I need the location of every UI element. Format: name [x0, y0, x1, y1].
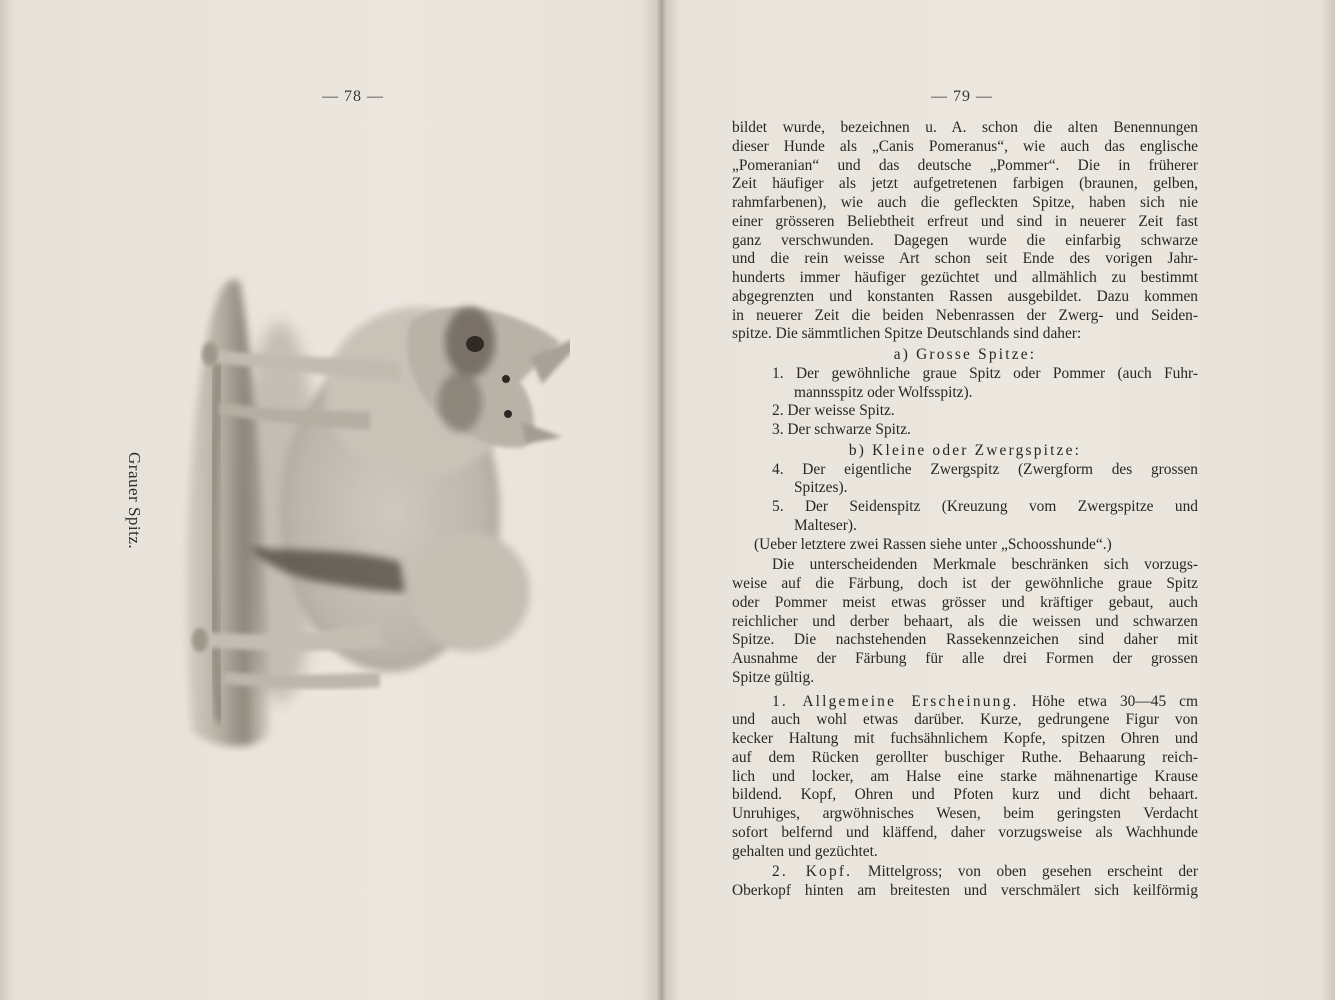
text-line: bildend. Kopf, Ohren und Pfoten kurz und dicht behaart. [732, 786, 1198, 804]
right-page-number: — 79 — [931, 88, 993, 105]
subheading-kopf: 2. Kopf. [772, 863, 853, 881]
text-line: sofort belfernd und kläffend, daher vorzugsweise als Wachhunde [732, 823, 1198, 841]
left-page-edge [0, 0, 14, 1000]
text-line: Die unterscheidenden Merkmale beschränken sich vorzugs- [772, 556, 1198, 574]
text-line: lich und locker, am Halse eine starke mähnenartige Krause [732, 767, 1198, 785]
text-line: Spitze. Die nachstehenden Rassekennzeichen sind daher mit [732, 631, 1198, 649]
list-item: 4. Der eigentliche Zwergspitz (Zwergform des grossen [772, 460, 1198, 478]
text-line: „Pomeranian“ und das deutsche „Pommer“. Die in früherer [732, 156, 1198, 174]
text-line: kecker Haltung mit fuchsähnlichem Kopfe, spitzen Ohren und [732, 730, 1198, 747]
text-line [732, 863, 1198, 882]
left-page-number: — 78 — [322, 88, 384, 105]
text-fragment: Mittelgross; von oben gesehen erscheint der [867, 863, 1199, 881]
text-line: einer grösseren Beliebtheit erfreut und sind in neuerer Zeit fast [732, 212, 1198, 230]
text-line: gehalten und gezüchtet. [732, 842, 878, 860]
list-item: 1. Der gewöhnliche graue Spitz oder Pommer (auch Fuhr- [772, 364, 1198, 382]
text-line: reichlicher und derber behaart, als die weissen und schwarzen [732, 612, 1198, 630]
text-line: abgegrenzten und konstanten Rassen ausgebildet. Dazu kommen [732, 287, 1198, 305]
text-line: ganz verschwunden. Dagegen wurde die einfarbig schwarze [732, 231, 1198, 249]
list-item-continuation: mannsspitz oder Wolfsspitz). [794, 383, 973, 401]
list-note: (Ueber letztere zwei Rassen siehe unter „Schoosshunde“.) [754, 535, 1112, 553]
list-item: 5. Der Seidenspitz (Kreuzung vom Zwergspitze und [772, 498, 1198, 515]
text-line: und auch wohl etwas darüber. Kurze, gedrungene Figur von [732, 711, 1198, 729]
text-line: Zeit häufiger als jetzt aufgetretenen farbigen (braunen, gelben, [732, 175, 1198, 193]
page-text [732, 119, 1198, 901]
list-item: 3. Der schwarze Spitz. [772, 421, 911, 438]
list-item: 2. Der weisse Spitz. [772, 402, 895, 420]
text-line: dieser Hunde als „Canis Pomeranus“, wie auch das englische [732, 137, 1198, 155]
text-line: auf dem Rücken gerollter buschiger Ruthe. Behaarung reich- [732, 748, 1198, 766]
dog-photograph [170, 262, 570, 752]
section-heading-a: a) Grosse Spitze: [893, 346, 1037, 363]
list-item-continuation: Malteser). [794, 516, 857, 534]
text-line: oder Pommer meist etwas grösser und kräftiger gebaut, auch [732, 593, 1198, 611]
text-line: bildet wurde, bezeichnen u. A. schon die alten Benennungen [732, 119, 1198, 136]
text-line: und die rein weisse Art schon seit Ende des vorigen Jahr- [732, 250, 1198, 268]
text-line: in neuerer Zeit die beiden Nebenrassen der Zwerg- und Seiden- [732, 306, 1198, 324]
right-page-edge [1321, 0, 1335, 1000]
section-heading-b: b) Kleine oder Zwergspitze: [848, 441, 1082, 459]
text-line: Unruhiges, argwöhnisches Wesen, beim geringsten Verdacht [732, 805, 1198, 822]
text-line: spitze. Die sämmtlichen Spitze Deutschlands sind daher: [732, 325, 1082, 343]
text-line [732, 693, 1198, 712]
text-line: Oberkopf hinten am breitesten und verschmälert sich keilförmig [732, 882, 1198, 899]
list-item-continuation: Spitzes). [794, 479, 848, 497]
text-line: weise auf die Färbung, doch ist der gewöhnliche graue Spitz [732, 575, 1198, 592]
text-fragment: Höhe etwa 30—45 cm [1031, 692, 1198, 710]
text-line: rahmfarbenen), wie auch die gefleckten Spitze, haben sich nie [732, 194, 1198, 211]
text-line: Spitze gültig. [732, 668, 815, 686]
plate-caption: Grauer Spitz. [125, 452, 144, 550]
text-line: hunderts immer häufiger gezüchtet und allmählich zu bestimmt [732, 269, 1198, 286]
subheading-allgemeine: 1. Allgemeine Erscheinung. [772, 692, 1019, 710]
text-line: Ausnahme der Färbung für alle drei Formen der grossen [732, 650, 1198, 667]
